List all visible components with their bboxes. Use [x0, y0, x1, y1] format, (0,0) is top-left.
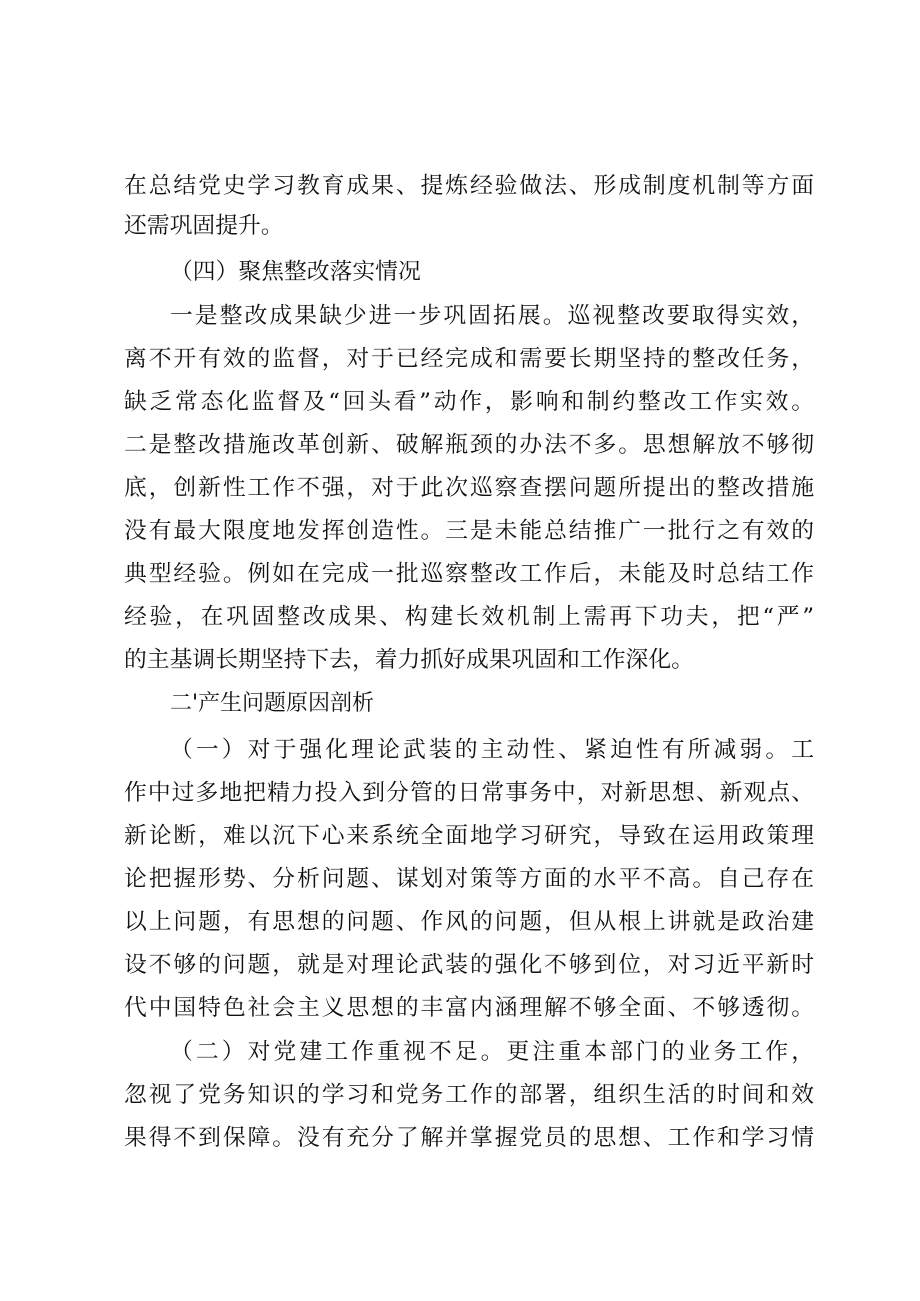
- text-line: 设不够的问题，就是对理论武装的强化不够到位，对习近平新时: [124, 952, 814, 978]
- text-line: 作中过多地把精力投入到分管的日常事务中，对新思想、新观点、: [124, 780, 814, 806]
- text-line: 新论断，难以沉下心来系统全面地学习研究，导致在运用政策理: [124, 823, 814, 849]
- text-line: 论把握形势、分析问题、谋划对策等方面的水平不高。自己存在: [124, 866, 814, 892]
- text-line: 的主基调长期坚持下去，着力抓好成果巩固和工作深化。: [124, 647, 694, 673]
- text-line: 忽视了党务知识的学习和党务工作的部署，组织生活的时间和效: [124, 1082, 814, 1108]
- text-line: 底，创新性工作不强，对于此次巡察查摆问题所提出的整改措施: [124, 475, 814, 501]
- text-line: 经验，在巩固整改成果、构建长效机制上需再下功夫，把“严”: [124, 604, 814, 630]
- text-line: 果得不到保障。没有充分了解并掌握党员的思想、工作和学习情: [124, 1125, 814, 1151]
- text-line: 没有最大限度地发挥创造性。三是未能总结推广一批行之有效的: [124, 518, 814, 544]
- section-subheading: （四）聚焦整改落实情况: [170, 259, 421, 285]
- text-line: 一是整改成果缺少进一步巩固拓展。巡视整改要取得实效，: [170, 303, 814, 329]
- text-line: 在总结党史学习教育成果、提炼经验做法、形成制度机制等方面: [124, 173, 814, 199]
- text-line: 离不开有效的监督，对于已经完成和需要长期坚持的整改任务，: [124, 346, 814, 372]
- text-line: 二是整改措施改革创新、破解瓶颈的办法不多。思想解放不够彻: [124, 432, 814, 458]
- text-line: （一）对于强化理论武装的主动性、紧迫性有所减弱。工: [170, 737, 814, 763]
- text-line: 代中国特色社会主义思想的丰富内涵理解不够全面、不够透彻。: [124, 995, 814, 1021]
- text-line: 缺乏常态化监督及“回头看”动作，影响和制约整改工作实效。: [124, 389, 814, 415]
- text-line: 还需巩固提升。: [124, 213, 284, 239]
- text-line: 以上问题，有思想的问题、作风的问题，但从根上讲就是政治建: [124, 909, 814, 935]
- section-heading: 二'产生问题原因剖析: [170, 691, 375, 716]
- text-line: 典型经验。例如在完成一批巡察整改工作后，未能及时总结工作: [124, 561, 814, 587]
- text-line: （二）对党建工作重视不足。更注重本部门的业务工作，: [170, 1039, 814, 1065]
